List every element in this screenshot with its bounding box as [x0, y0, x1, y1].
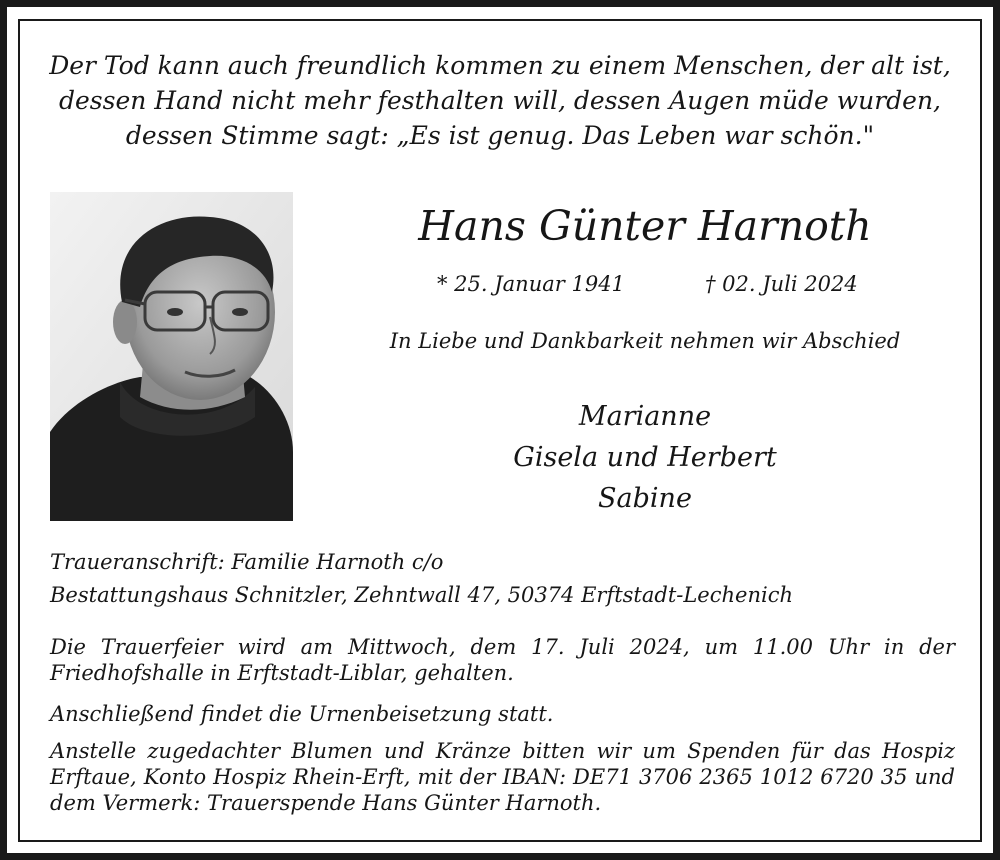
address-line: Traueranschrift: Familie Harnoth c/o [50, 550, 444, 574]
donation-text [50, 738, 955, 816]
quote-line: dessen Stimme sagt: „Es ist genug. Das Leben war schön." [125, 121, 875, 150]
mourner: Marianne [578, 401, 712, 432]
funeral-service-text [50, 634, 955, 686]
opening-quote [40, 48, 960, 153]
donation-line: Anstelle zugedachter Blumen und Kränze bitten wir um Spenden für das Hospiz [50, 739, 955, 763]
portrait-image [50, 192, 293, 521]
mourners-list [320, 396, 970, 519]
address-line: Bestattungshaus Schnitzler, Zehntwall 47, 50374 Erftstadt-Lechenich [50, 583, 793, 607]
donation-line: Erftaue, Konto Hospiz Rhein-Erft, mit der IBAN: DE71 3706 2365 1012 6720 35 und [50, 765, 955, 789]
urn-burial-text: Anschließend findet die Urnenbeisetzung statt. [50, 702, 554, 726]
mourner: Sabine [598, 483, 692, 514]
service-line: Die Trauerfeier wird am Mittwoch, dem 17. Juli 2024, um 11.00 Uhr in der [50, 635, 955, 659]
mourner: Gisela und Herbert [513, 442, 777, 473]
quote-line: Der Tod kann auch freundlich kommen zu einem Menschen, der alt ist, [49, 51, 951, 80]
quote-line: dessen Hand nicht mehr festhalten will, dessen Augen müde wurden, [59, 86, 941, 115]
farewell-line: In Liebe und Dankbarkeit nehmen wir Abschied [389, 329, 901, 353]
death-date: † 02. Juli 2024 [705, 272, 858, 296]
mourning-address [50, 546, 955, 612]
birth-date: * 25. Januar 1941 [437, 272, 625, 296]
deceased-name: Hans Günter Harnoth [418, 202, 872, 250]
service-line: Friedhofshalle in Erftstadt-Liblar, gehalten. [50, 661, 514, 685]
portrait-photo [50, 192, 293, 521]
donation-line: dem Vermerk: Trauerspende Hans Günter Harnoth. [50, 791, 602, 815]
